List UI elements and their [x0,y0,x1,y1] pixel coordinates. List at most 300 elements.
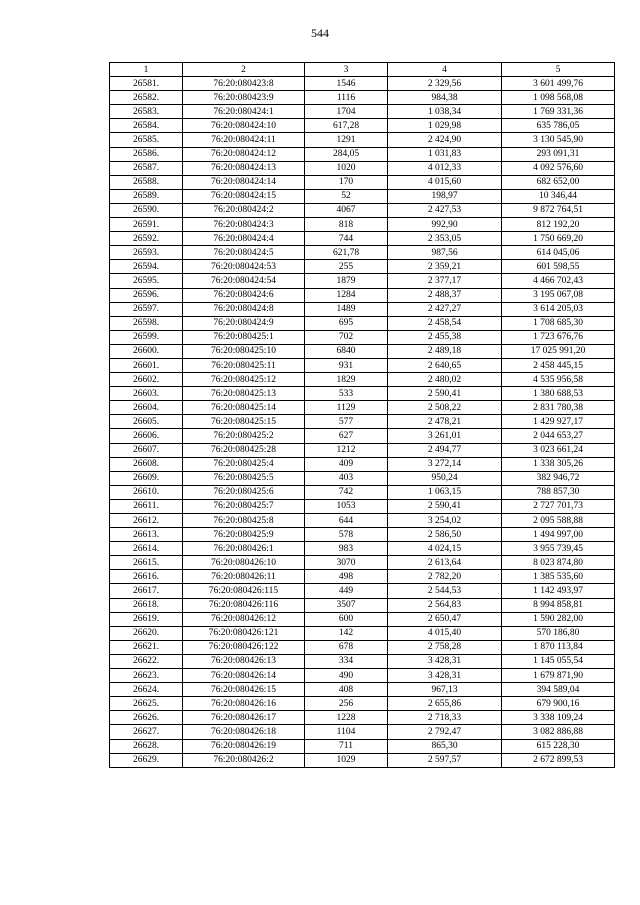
table-row [110,499,615,513]
cadastral-number-cell: 76:20:080425:4 [183,457,305,471]
specific-value-cell: 2 480,02 [388,373,502,387]
cadastral-value-cell: 812 192,20 [502,218,615,232]
cadastral-number-cell: 76:20:080425:1 [183,330,305,344]
row-number-cell: 26594. [110,260,183,274]
cadastral-value-cell: 1 338 305,26 [502,457,615,471]
cadastral-number-cell: 76:20:080424:9 [183,316,305,330]
row-number-cell: 26620. [110,626,183,640]
area-cell: 578 [305,528,388,542]
table-row [110,119,615,133]
cadastral-number-cell: 76:20:080424:12 [183,147,305,161]
table-row [110,485,615,499]
cadastral-number-cell: 76:20:080426:19 [183,739,305,753]
specific-value-cell: 2 718,33 [388,711,502,725]
cadastral-number-cell: 76:20:080424:8 [183,302,305,316]
table-row [110,330,615,344]
cadastral-number-cell: 76:20:080423:8 [183,77,305,91]
cadastral-value-cell: 394 589,04 [502,683,615,697]
table-row [110,542,615,556]
area-cell: 1829 [305,373,388,387]
cadastral-number-cell: 76:20:080425:11 [183,358,305,372]
area-cell: 931 [305,358,388,372]
row-number-cell: 26613. [110,528,183,542]
table-row [110,711,615,725]
cadastral-value-cell: 3 130 545,90 [502,133,615,147]
specific-value-cell: 2 544,53 [388,584,502,598]
row-number-cell: 26599. [110,330,183,344]
area-cell: 142 [305,626,388,640]
row-number-cell: 26626. [110,711,183,725]
cadastral-number-cell: 76:20:080426:1 [183,542,305,556]
specific-value-cell: 2 377,17 [388,274,502,288]
cadastral-value-cell: 614 045,06 [502,246,615,260]
area-cell: 1228 [305,711,388,725]
area-cell: 408 [305,683,388,697]
table-row [110,105,615,119]
area-cell: 1284 [305,288,388,302]
cadastral-value-cell: 1 145 055,54 [502,654,615,668]
row-number-cell: 26609. [110,471,183,485]
specific-value-cell: 2 650,47 [388,612,502,626]
cadastral-number-cell: 76:20:080424:5 [183,246,305,260]
area-cell: 644 [305,514,388,528]
table-row [110,161,615,175]
cadastral-number-cell: 76:20:080424:1 [183,105,305,119]
row-number-cell: 26593. [110,246,183,260]
specific-value-cell: 967,13 [388,683,502,697]
row-number-cell: 26595. [110,274,183,288]
cadastral-number-cell: 76:20:080424:10 [183,119,305,133]
table-row [110,218,615,232]
row-number-cell: 26614. [110,542,183,556]
cadastral-value-cell: 10 346,44 [502,189,615,203]
area-cell: 409 [305,457,388,471]
row-number-cell: 26590. [110,203,183,217]
cadastral-number-cell: 76:20:080426:18 [183,725,305,739]
specific-value-cell: 987,56 [388,246,502,260]
area-cell: 1291 [305,133,388,147]
table-row [110,514,615,528]
cadastral-number-cell: 76:20:080425:2 [183,429,305,443]
row-number-cell: 26598. [110,316,183,330]
area-cell: 600 [305,612,388,626]
area-cell: 1704 [305,105,388,119]
area-cell: 52 [305,189,388,203]
cadastral-number-cell: 76:20:080425:9 [183,528,305,542]
table-row [110,725,615,739]
cadastral-value-cell: 788 857,30 [502,485,615,499]
table-row [110,302,615,316]
row-number-cell: 26611. [110,499,183,513]
cadastral-number-cell: 76:20:080424:13 [183,161,305,175]
row-number-cell: 26615. [110,556,183,570]
specific-value-cell: 2 427,27 [388,302,502,316]
row-number-cell: 26591. [110,218,183,232]
cadastral-value-cell: 1 142 493,97 [502,584,615,598]
row-number-cell: 26596. [110,288,183,302]
area-cell: 1212 [305,443,388,457]
cadastral-number-cell: 76:20:080424:2 [183,203,305,217]
area-cell: 4067 [305,203,388,217]
row-number-cell: 26623. [110,669,183,683]
area-cell: 1116 [305,91,388,105]
area-cell: 255 [305,260,388,274]
table-row [110,373,615,387]
row-number-cell: 26624. [110,683,183,697]
specific-value-cell: 2 655,86 [388,697,502,711]
row-number-cell: 26588. [110,175,183,189]
area-cell: 1879 [305,274,388,288]
registry-table [109,62,615,768]
cadastral-number-cell: 76:20:080426:115 [183,584,305,598]
area-cell: 1029 [305,753,388,767]
table-row [110,669,615,683]
area-cell: 3507 [305,598,388,612]
cadastral-number-cell: 76:20:080424:54 [183,274,305,288]
row-number-cell: 26586. [110,147,183,161]
cadastral-value-cell: 2 044 653,27 [502,429,615,443]
cadastral-number-cell: 76:20:080424:4 [183,232,305,246]
cadastral-value-cell: 3 023 661,24 [502,443,615,457]
row-number-cell: 26607. [110,443,183,457]
cadastral-value-cell: 3 601 499,76 [502,77,615,91]
area-cell: 403 [305,471,388,485]
specific-value-cell: 2 586,50 [388,528,502,542]
row-number-cell: 26587. [110,161,183,175]
page-number: 544 [311,26,329,40]
cadastral-number-cell: 76:20:080425:8 [183,514,305,528]
specific-value-cell: 2 758,28 [388,640,502,654]
cadastral-value-cell: 2 831 780,38 [502,401,615,415]
table-row [110,77,615,91]
cadastral-number-cell: 76:20:080425:28 [183,443,305,457]
row-number-cell: 26621. [110,640,183,654]
cadastral-value-cell: 2 727 701,73 [502,499,615,513]
area-cell: 711 [305,739,388,753]
cadastral-value-cell: 2 672 899,53 [502,753,615,767]
cadastral-value-cell: 382 946,72 [502,471,615,485]
area-cell: 702 [305,330,388,344]
cadastral-number-cell: 76:20:080424:15 [183,189,305,203]
table-header-row [110,63,615,77]
row-number-cell: 26597. [110,302,183,316]
specific-value-cell: 3 428,31 [388,669,502,683]
area-cell: 818 [305,218,388,232]
area-cell: 449 [305,584,388,598]
area-cell: 490 [305,669,388,683]
area-cell: 1129 [305,401,388,415]
row-number-cell: 26589. [110,189,183,203]
specific-value-cell: 2 508,22 [388,401,502,415]
specific-value-cell: 2 590,41 [388,499,502,513]
table-row [110,316,615,330]
row-number-cell: 26625. [110,697,183,711]
cadastral-value-cell: 679 900,16 [502,697,615,711]
area-cell: 1489 [305,302,388,316]
specific-value-cell: 3 272,14 [388,457,502,471]
table-row [110,443,615,457]
cadastral-number-cell: 76:20:080425:15 [183,415,305,429]
table-row [110,626,615,640]
table-row [110,288,615,302]
row-number-cell: 26602. [110,373,183,387]
table-row [110,570,615,584]
table-row [110,556,615,570]
specific-value-cell: 2 564,83 [388,598,502,612]
row-number-cell: 26584. [110,119,183,133]
specific-value-cell: 2 329,56 [388,77,502,91]
row-number-cell: 26629. [110,753,183,767]
area-cell: 1546 [305,77,388,91]
area-cell: 621,78 [305,246,388,260]
specific-value-cell: 2 353,05 [388,232,502,246]
row-number-cell: 26604. [110,401,183,415]
area-cell: 334 [305,654,388,668]
cadastral-value-cell: 1 380 688,53 [502,387,615,401]
cadastral-value-cell: 1 679 871,90 [502,669,615,683]
cadastral-value-cell: 1 870 113,84 [502,640,615,654]
table-row [110,471,615,485]
cadastral-value-cell: 3 338 109,24 [502,711,615,725]
row-number-cell: 26619. [110,612,183,626]
row-number-cell: 26627. [110,725,183,739]
cadastral-value-cell: 2 458 445,15 [502,358,615,372]
cadastral-value-cell: 17 025 991,20 [502,344,615,358]
table-row [110,753,615,767]
specific-value-cell: 2 597,57 [388,753,502,767]
area-cell: 6840 [305,344,388,358]
table-row [110,598,615,612]
row-number-cell: 26585. [110,133,183,147]
specific-value-cell: 4 012,33 [388,161,502,175]
row-number-cell: 26605. [110,415,183,429]
area-cell: 1020 [305,161,388,175]
table-row [110,739,615,753]
specific-value-cell: 1 029,98 [388,119,502,133]
cadastral-number-cell: 76:20:080426:11 [183,570,305,584]
cadastral-value-cell: 8 994 858,81 [502,598,615,612]
cadastral-value-cell: 1 385 535,60 [502,570,615,584]
cadastral-value-cell: 3 195 067,08 [502,288,615,302]
cadastral-number-cell: 76:20:080425:13 [183,387,305,401]
cadastral-value-cell: 1 429 927,17 [502,415,615,429]
specific-value-cell: 2 792,47 [388,725,502,739]
row-number-cell: 26601. [110,358,183,372]
cadastral-value-cell: 4 092 576,60 [502,161,615,175]
table-row [110,683,615,697]
cadastral-number-cell: 76:20:080424:14 [183,175,305,189]
column-header-3: 3 [305,63,388,77]
area-cell: 3070 [305,556,388,570]
row-number-cell: 26612. [110,514,183,528]
table-row [110,640,615,654]
cadastral-number-cell: 76:20:080426:12 [183,612,305,626]
table-row [110,133,615,147]
area-cell: 256 [305,697,388,711]
table-row [110,415,615,429]
cadastral-value-cell: 1 769 331,36 [502,105,615,119]
table-row [110,203,615,217]
specific-value-cell: 2 455,38 [388,330,502,344]
table-row [110,91,615,105]
cadastral-number-cell: 76:20:080425:6 [183,485,305,499]
row-number-cell: 26603. [110,387,183,401]
cadastral-number-cell: 76:20:080426:16 [183,697,305,711]
cadastral-number-cell: 76:20:080425:10 [183,344,305,358]
table-row [110,344,615,358]
cadastral-value-cell: 1 098 568,08 [502,91,615,105]
table-row [110,246,615,260]
specific-value-cell: 4 015,40 [388,626,502,640]
specific-value-cell: 4 024,15 [388,542,502,556]
specific-value-cell: 2 359,21 [388,260,502,274]
area-cell: 1053 [305,499,388,513]
row-number-cell: 26606. [110,429,183,443]
cadastral-value-cell: 9 872 764,51 [502,203,615,217]
cadastral-number-cell: 76:20:080425:12 [183,373,305,387]
cadastral-number-cell: 76:20:080423:9 [183,91,305,105]
specific-value-cell: 2 427,53 [388,203,502,217]
row-number-cell: 26617. [110,584,183,598]
cadastral-number-cell: 76:20:080425:5 [183,471,305,485]
area-cell: 577 [305,415,388,429]
table-row [110,429,615,443]
cadastral-value-cell: 1 723 676,76 [502,330,615,344]
cadastral-value-cell: 635 786,05 [502,119,615,133]
cadastral-number-cell: 76:20:080425:14 [183,401,305,415]
cadastral-number-cell: 76:20:080426:122 [183,640,305,654]
cadastral-number-cell: 76:20:080425:7 [183,499,305,513]
area-cell: 284,05 [305,147,388,161]
row-number-cell: 26600. [110,344,183,358]
specific-value-cell: 992,90 [388,218,502,232]
specific-value-cell: 198,97 [388,189,502,203]
area-cell: 744 [305,232,388,246]
area-cell: 627 [305,429,388,443]
area-cell: 617,28 [305,119,388,133]
table-row [110,457,615,471]
row-number-cell: 26581. [110,77,183,91]
cadastral-value-cell: 293 091,31 [502,147,615,161]
cadastral-value-cell: 3 955 739,45 [502,542,615,556]
area-cell: 695 [305,316,388,330]
table-row [110,232,615,246]
table-row [110,401,615,415]
cadastral-number-cell: 76:20:080426:15 [183,683,305,697]
column-header-1: 1 [110,63,183,77]
row-number-cell: 26616. [110,570,183,584]
area-cell: 983 [305,542,388,556]
cadastral-value-cell: 570 186,80 [502,626,615,640]
specific-value-cell: 1 038,34 [388,105,502,119]
column-header-2: 2 [183,63,305,77]
cadastral-number-cell: 76:20:080426:14 [183,669,305,683]
area-cell: 742 [305,485,388,499]
cadastral-number-cell: 76:20:080424:3 [183,218,305,232]
specific-value-cell: 4 015,60 [388,175,502,189]
cadastral-value-cell: 4 535 956,58 [502,373,615,387]
cadastral-value-cell: 601 598,55 [502,260,615,274]
cadastral-number-cell: 76:20:080426:116 [183,598,305,612]
cadastral-number-cell: 76:20:080426:17 [183,711,305,725]
area-cell: 533 [305,387,388,401]
table-row [110,274,615,288]
table-row [110,697,615,711]
row-number-cell: 26610. [110,485,183,499]
row-number-cell: 26618. [110,598,183,612]
table-row [110,654,615,668]
cadastral-number-cell: 76:20:080426:10 [183,556,305,570]
cadastral-value-cell: 1 494 997,00 [502,528,615,542]
table-row [110,175,615,189]
cadastral-number-cell: 76:20:080426:13 [183,654,305,668]
column-header-5: 5 [502,63,615,77]
specific-value-cell: 2 640,65 [388,358,502,372]
table-body [110,77,615,768]
specific-value-cell: 2 489,18 [388,344,502,358]
row-number-cell: 26608. [110,457,183,471]
cadastral-number-cell: 76:20:080424:53 [183,260,305,274]
specific-value-cell: 2 488,37 [388,288,502,302]
row-number-cell: 26622. [110,654,183,668]
table-row [110,189,615,203]
specific-value-cell: 865,30 [388,739,502,753]
area-cell: 498 [305,570,388,584]
cadastral-number-cell: 76:20:080426:121 [183,626,305,640]
specific-value-cell: 3 261,01 [388,429,502,443]
cadastral-value-cell: 3 614 205,03 [502,302,615,316]
row-number-cell: 26592. [110,232,183,246]
cadastral-value-cell: 2 095 588,88 [502,514,615,528]
column-header-4: 4 [388,63,502,77]
row-number-cell: 26582. [110,91,183,105]
area-cell: 170 [305,175,388,189]
cadastral-number-cell: 76:20:080424:6 [183,288,305,302]
cadastral-value-cell: 8 023 874,80 [502,556,615,570]
specific-value-cell: 2 494,77 [388,443,502,457]
specific-value-cell: 1 031,83 [388,147,502,161]
specific-value-cell: 2 782,20 [388,570,502,584]
specific-value-cell: 2 424,90 [388,133,502,147]
cadastral-number-cell: 76:20:080426:2 [183,753,305,767]
cadastral-number-cell: 76:20:080424:11 [183,133,305,147]
cadastral-value-cell: 682 652,00 [502,175,615,189]
row-number-cell: 26628. [110,739,183,753]
cadastral-value-cell: 3 082 886,88 [502,725,615,739]
cadastral-value-cell: 615 228,30 [502,739,615,753]
specific-value-cell: 2 613,64 [388,556,502,570]
table-row [110,147,615,161]
specific-value-cell: 2 458,54 [388,316,502,330]
specific-value-cell: 2 478,21 [388,415,502,429]
specific-value-cell: 2 590,41 [388,387,502,401]
table-row [110,584,615,598]
table-row [110,612,615,626]
area-cell: 1104 [305,725,388,739]
table-row [110,387,615,401]
cadastral-value-cell: 1 708 685,30 [502,316,615,330]
specific-value-cell: 3 254,02 [388,514,502,528]
cadastral-value-cell: 4 466 702,43 [502,274,615,288]
table-row [110,358,615,372]
area-cell: 678 [305,640,388,654]
specific-value-cell: 1 063,15 [388,485,502,499]
specific-value-cell: 950,24 [388,471,502,485]
row-number-cell: 26583. [110,105,183,119]
table-row [110,528,615,542]
cadastral-value-cell: 1 750 669,20 [502,232,615,246]
table-row [110,260,615,274]
